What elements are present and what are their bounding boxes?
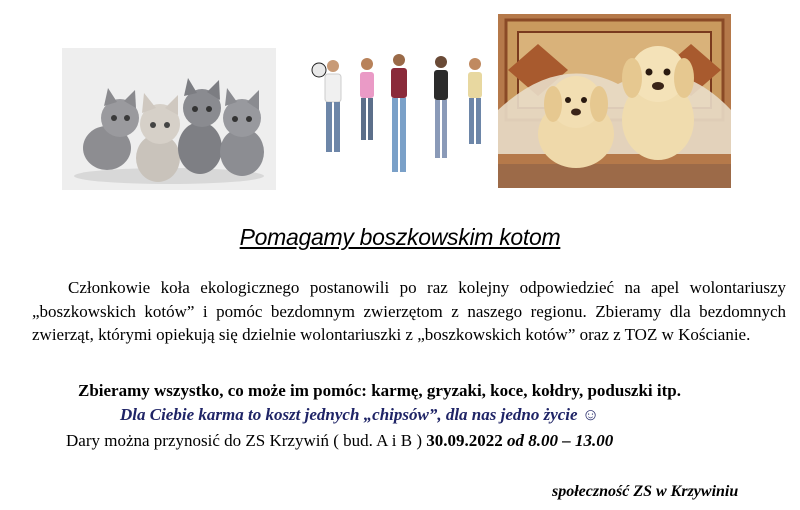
- children-illustration: [305, 52, 491, 184]
- drop-off-hours: od 8.00 – 13.00: [502, 431, 614, 450]
- collection-list: Zbieramy wszystko, co może im pomóc: karmę, gryzaki, koce, kołdry, poduszki itp.: [78, 381, 681, 400]
- puppies-illustration: [498, 14, 731, 188]
- main-paragraph: Członkowie koła ekologicznego postanowili po raz kolejny odpowiedzieć na apel wolontariuszy „boszkowskich kotów” i pomóc bezdomnym zwierzętom z naszego regionu. Zbieramy dla bezdomnych zwierząt, którymi opiekują się dzielnie wolontariuszki z „boszkowskich kotów” oraz z TOZ w Kościanie.: [32, 278, 786, 344]
- drop-off-text: Dary można przynosić do ZS Krzywiń ( bud. A i B ): [66, 431, 427, 450]
- kittens-illustration: [62, 48, 276, 190]
- children-photo: [305, 52, 491, 184]
- slogan: Dla Ciebie karma to koszt jednych „chipsów”, dla nas jedno życie ☺: [120, 405, 600, 424]
- drop-off-info: [66, 431, 800, 451]
- signature: społeczność ZS w Krzywiniu: [552, 483, 739, 500]
- drop-off-date: 30.09.2022: [426, 431, 503, 450]
- puppies-photo: [498, 14, 731, 188]
- kittens-photo: [62, 48, 276, 190]
- page-title: Pomagamy boszkowskim kotom: [239, 224, 561, 250]
